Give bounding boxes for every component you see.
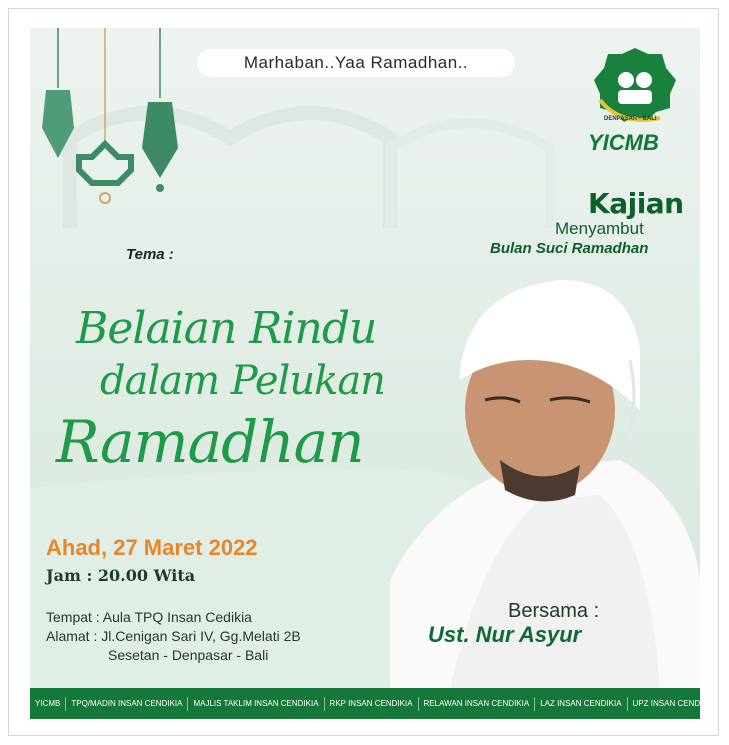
- theme-label: Tema :: [126, 246, 174, 263]
- title-line-3: Ramadhan: [56, 408, 364, 476]
- event-subtitle-1: Menyambut: [555, 219, 644, 238]
- footer-item: LAZ INSAN CENDIKIA: [535, 697, 627, 711]
- logo-caption: DENPASAR - BALI: [604, 116, 657, 122]
- venue-address-2: Sesetan - Denpasar - Bali: [108, 647, 269, 663]
- footer-item: UPZ INSAN CENDIKIA: [632, 698, 716, 708]
- footer-item: RKP INSAN CENDIKIA: [325, 697, 419, 711]
- footer-item: YICMB: [30, 697, 66, 711]
- speaker-name: Ust. Nur Asyur: [428, 622, 582, 647]
- venue-place: Tempat : Aula TPQ Insan Cedikia: [46, 609, 252, 625]
- organization-name: YICMB: [588, 130, 659, 155]
- greeting-banner: Marhaban..Yaa Ramadhan..: [197, 49, 515, 77]
- with-label: Bersama :: [508, 600, 600, 622]
- footer-item: MAJLIS TAKLIM INSAN CENDIKIA: [188, 697, 324, 711]
- event-type: Kajian: [588, 187, 684, 220]
- footer-item: TPQ/MADIN INSAN CENDIKIA: [66, 697, 188, 711]
- title-line-2: dalam Pelukan: [100, 358, 385, 404]
- event-time: Jam : 20.00 Wita: [46, 566, 196, 585]
- event-date: Ahad, 27 Maret 2022: [46, 535, 258, 560]
- venue-address-1: Alamat : Jl.Cenigan Sari IV, Gg.Melati 2B: [46, 628, 301, 644]
- footer-item: RELAWAN INSAN CENDIKIA: [419, 697, 536, 711]
- footer-bar: [30, 688, 716, 719]
- title-line-1: Belaian Rindu: [76, 303, 377, 354]
- event-subtitle-2: Bulan Suci Ramadhan: [490, 240, 649, 257]
- venue-block: [46, 608, 301, 665]
